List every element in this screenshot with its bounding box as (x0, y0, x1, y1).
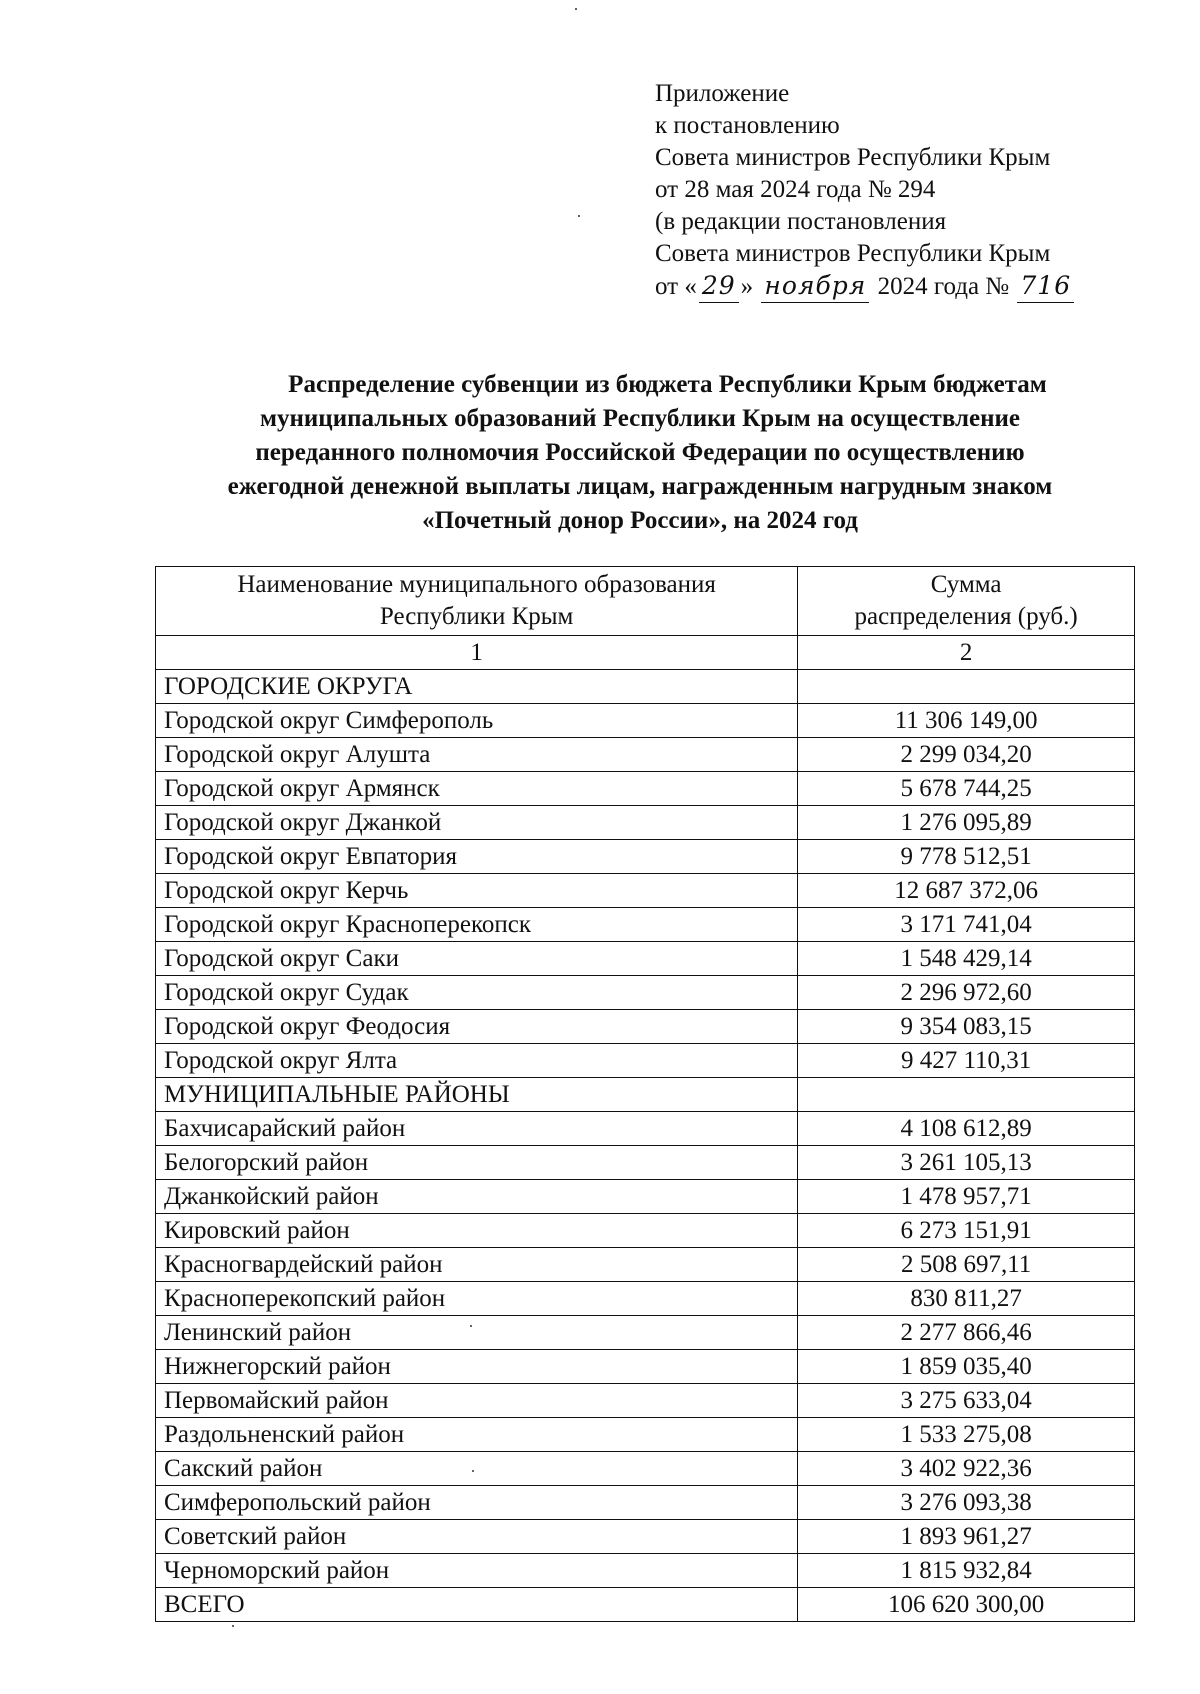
section-title: МУНИЦИПАЛЬНЫЕ РАЙОНЫ (156, 1078, 798, 1112)
table-row (156, 1316, 1135, 1350)
municipality-name: Городской округ Алушта (156, 738, 798, 772)
municipality-name: Городской округ Саки (156, 942, 798, 976)
municipality-name: Белогорский район (156, 1146, 798, 1180)
column-number: 2 (798, 636, 1135, 670)
table-row (156, 1146, 1135, 1180)
header-line: от 28 мая 2024 года № 294 (655, 176, 936, 203)
title-line: переданного полномочия Российской Федерации по осуществлению (255, 439, 1025, 466)
scan-speck (472, 1470, 474, 1472)
section-empty-cell (798, 1078, 1135, 1112)
header-line: Приложение (655, 80, 790, 107)
distribution-sum: 12 687 372,06 (798, 874, 1135, 908)
section-row-district (156, 1078, 1135, 1112)
table-row (156, 1010, 1135, 1044)
header-line: Совета министров Республики Крым (655, 144, 1051, 171)
table-row (156, 1384, 1135, 1418)
municipality-name: Красноперекопский район (156, 1282, 798, 1316)
municipality-name: Городской округ Керчь (156, 874, 798, 908)
scan-speck (232, 1625, 234, 1627)
handwritten-month: ноября (761, 270, 869, 303)
date-year: 2024 года № (877, 273, 1010, 300)
distribution-sum: 1 893 961,27 (798, 1520, 1135, 1554)
scan-speck (470, 1325, 472, 1327)
table-row (156, 1248, 1135, 1282)
distribution-sum: 2 508 697,11 (798, 1248, 1135, 1282)
scan-speck (575, 8, 577, 10)
scan-speck (578, 215, 580, 217)
header-date-line (655, 270, 1175, 303)
table-row (156, 942, 1135, 976)
handwritten-number: 716 (1017, 270, 1074, 303)
distribution-sum: 1 276 095,89 (798, 806, 1135, 840)
table-row (156, 704, 1135, 738)
distribution-sum: 3 402 922,36 (798, 1452, 1135, 1486)
municipality-name: Бахчисарайский район (156, 1112, 798, 1146)
distribution-sum: 2 277 866,46 (798, 1316, 1135, 1350)
municipality-name: Сакский район (156, 1452, 798, 1486)
table-row (156, 1180, 1135, 1214)
distribution-sum: 1 548 429,14 (798, 942, 1135, 976)
distribution-sum: 6 273 151,91 (798, 1214, 1135, 1248)
distribution-sum: 830 811,27 (798, 1282, 1135, 1316)
municipality-name: Нижнегорский район (156, 1350, 798, 1384)
title-line: Распределение субвенции из бюджета Республики Крым бюджетам (288, 371, 1047, 398)
municipality-name: Городской округ Судак (156, 976, 798, 1010)
municipality-name: Городской округ Феодосия (156, 1010, 798, 1044)
distribution-sum: 9 354 083,15 (798, 1010, 1135, 1044)
section-empty-cell (798, 670, 1135, 704)
municipality-name: Черноморский район (156, 1554, 798, 1588)
date-prefix: от « (655, 273, 697, 300)
municipality-name: Городской округ Симферополь (156, 704, 798, 738)
appendix-header (655, 78, 1175, 303)
column-number: 1 (156, 636, 798, 670)
distribution-sum: 9 778 512,51 (798, 840, 1135, 874)
distribution-sum: 106 620 300,00 (798, 1588, 1135, 1622)
header-line: (в редакции постановления (655, 208, 947, 235)
header-name-line1: Наименование муниципального образования (237, 571, 716, 598)
title-line: ежегодной денежной выплаты лицам, награжденным нагрудным знаком (227, 473, 1053, 500)
table-row (156, 976, 1135, 1010)
table-row (156, 1282, 1135, 1316)
table-row (156, 1452, 1135, 1486)
table-row (156, 806, 1135, 840)
distribution-sum: 2 299 034,20 (798, 738, 1135, 772)
table-row (156, 1520, 1135, 1554)
municipality-name: Городской округ Евпатория (156, 840, 798, 874)
municipality-name: Симферопольский район (156, 1486, 798, 1520)
table-row (156, 908, 1135, 942)
table-row (156, 772, 1135, 806)
header-name-line2: Республики Крым (379, 603, 574, 630)
distribution-sum: 3 261 105,13 (798, 1146, 1135, 1180)
total-row (156, 1588, 1135, 1622)
title-line: муниципальных образований Республики Крым на осуществление (259, 405, 1021, 432)
table-row (156, 1486, 1135, 1520)
column-number-row (156, 636, 1135, 670)
date-mid: » (740, 273, 754, 300)
municipality-name: Советский район (156, 1520, 798, 1554)
distribution-sum: 1 859 035,40 (798, 1350, 1135, 1384)
table-row (156, 1418, 1135, 1452)
table-row (156, 1214, 1135, 1248)
section-title: ГОРОДСКИЕ ОКРУГА (156, 670, 798, 704)
municipality-name: Кировский район (156, 1214, 798, 1248)
table-row (156, 840, 1135, 874)
handwritten-day: 29 (699, 270, 739, 303)
header-line: Совета министров Республики Крым (655, 240, 1051, 267)
municipality-name: Городской округ Красноперекопск (156, 908, 798, 942)
distribution-sum: 4 108 612,89 (798, 1112, 1135, 1146)
title-line: «Почетный донор России», на 2024 год (422, 507, 858, 534)
table-row (156, 1044, 1135, 1078)
table-row (156, 1112, 1135, 1146)
municipality-name: ВСЕГО (156, 1588, 798, 1622)
table-header-row (156, 567, 1135, 636)
header-sum-line2: распределения (руб.) (854, 603, 1078, 630)
distribution-table (155, 566, 1135, 1622)
section-row-city (156, 670, 1135, 704)
table-row (156, 874, 1135, 908)
municipality-name: Городской округ Армянск (156, 772, 798, 806)
document-title (150, 368, 1130, 538)
municipality-name: Городской округ Ялта (156, 1044, 798, 1078)
distribution-sum: 3 275 633,04 (798, 1384, 1135, 1418)
distribution-sum: 1 478 957,71 (798, 1180, 1135, 1214)
table-row (156, 1350, 1135, 1384)
municipality-name: Ленинский район (156, 1316, 798, 1350)
distribution-sum: 3 171 741,04 (798, 908, 1135, 942)
distribution-sum: 3 276 093,38 (798, 1486, 1135, 1520)
distribution-sum: 5 678 744,25 (798, 772, 1135, 806)
distribution-sum: 1 533 275,08 (798, 1418, 1135, 1452)
municipality-name: Раздольненский район (156, 1418, 798, 1452)
table-row (156, 1554, 1135, 1588)
municipality-name: Джанкойский район (156, 1180, 798, 1214)
municipality-name: Красногвардейский район (156, 1248, 798, 1282)
header-sum-line1: Сумма (930, 571, 1002, 598)
distribution-sum: 2 296 972,60 (798, 976, 1135, 1010)
municipality-name: Городской округ Джанкой (156, 806, 798, 840)
municipality-name: Первомайский район (156, 1384, 798, 1418)
header-name-cell (156, 567, 798, 636)
distribution-sum: 11 306 149,00 (798, 704, 1135, 738)
table-row (156, 738, 1135, 772)
header-line: к постановлению (655, 112, 840, 139)
distribution-sum: 9 427 110,31 (798, 1044, 1135, 1078)
distribution-sum: 1 815 932,84 (798, 1554, 1135, 1588)
header-sum-cell (798, 567, 1135, 636)
